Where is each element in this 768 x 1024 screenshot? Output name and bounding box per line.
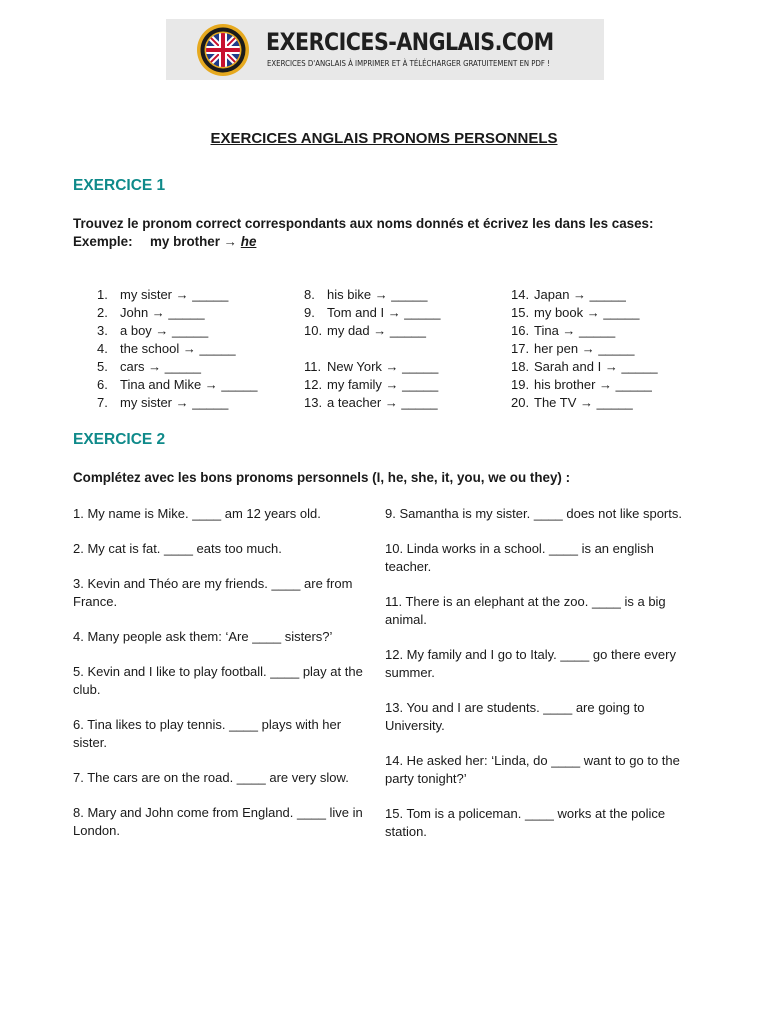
list-item: 8. his bike → _____ [304,287,428,302]
exercise-1-column-1 [97,286,258,412]
list-item: 11. There is an elephant at the zoo. ____ is a big animal. [385,594,666,627]
list-item: 14. He asked her: ‘Linda, do ____ want to go to the party tonight?’ [385,753,680,786]
list-item: 19. his brother → _____ [511,377,652,392]
list-item: 15. my book → _____ [511,305,640,320]
exercise-1-column-3 [511,286,658,412]
list-item: 12. My family and I go to Italy. ____ go there every summer. [385,647,676,680]
list-item: 20. The TV → _____ [511,395,633,410]
list-item: 13. a teacher → _____ [304,395,438,410]
instruction-text: Trouvez le pronom correct correspondants aux noms donnés et écrivez les dans les cases: [73,216,654,231]
list-item: 1. my sister → _____ [97,287,229,302]
exercise-2-heading: EXERCICE 2 [73,431,166,448]
example-answer: he [240,234,257,249]
list-item: 16. Tina → _____ [511,323,616,338]
list-item: 8. Mary and John come from England. ____ live in London. [73,805,363,838]
list-item: 2. My cat is fat. ____ eats too much. [73,541,282,556]
list-item: 15. Tom is a policeman. ____ works at the police station. [385,806,666,839]
list-item: 3. a boy → _____ [97,323,209,338]
list-item: 12. my family → _____ [304,377,439,392]
site-banner [166,19,604,80]
list-item: 3. Kevin and Théo are my friends. ____ are from France. [73,576,353,609]
exercise-2-instruction: Complétez avec les bons pronoms personnels (I, he, she, it, you, we ou they) : [73,470,571,485]
example-line [73,233,653,251]
list-item: 10. Linda works in a school. ____ is an english teacher. [385,541,654,574]
list-item: 6. Tina likes to play tennis. ____ plays with her sister. [73,717,342,750]
list-item: 18. Sarah and I → _____ [511,359,658,374]
list-item: 10. my dad → _____ [304,323,427,338]
exercise-2-right-column [385,505,703,858]
list-item: 5. Kevin and I like to play football. ____ play at the club. [73,664,363,697]
list-item: 7. my sister → _____ [97,395,229,410]
list-item: 9. Samantha is my sister. ____ does not like sports. [385,506,682,521]
exercise-1-instruction [73,215,653,251]
list-item: 14. Japan → _____ [511,287,626,302]
exercise-1-heading: EXERCICE 1 [73,177,166,194]
list-item: 1. My name is Mike. ____ am 12 years old. [73,506,321,521]
list-item: 11. New York → _____ [304,359,439,374]
example-text: my brother → [150,234,241,249]
brand-tagline: EXERCICES D'ANGLAIS À IMPRIMER ET À TÉLÉCHARGER GRATUITEMENT EN PDF ! [267,58,550,68]
uk-flag-seal-icon [196,23,250,77]
list-item: 6. Tina and Mike → _____ [97,377,258,392]
exercise-2-left-column [73,505,378,857]
list-item: 9. Tom and I → _____ [304,305,441,320]
list-item: 4. Many people ask them: ‘Are ____ sisters?’ [73,629,333,644]
list-item: 2. John → _____ [97,305,205,320]
list-item: 7. The cars are on the road. ____ are very slow. [73,770,349,785]
exercise-1-column-2 [304,286,440,412]
list-item: 13. You and I are students. ____ are going to University. [385,700,645,733]
example-label: Exemple: [73,234,133,249]
page-title: EXERCICES ANGLAIS PRONOMS PERSONNELS [210,130,558,147]
list-item: 17. her pen → _____ [511,341,635,356]
list-item: 5. cars → _____ [97,359,201,374]
list-item: 4. the school → _____ [97,341,236,356]
brand-name: EXERCICES-ANGLAIS.COM [266,28,554,56]
